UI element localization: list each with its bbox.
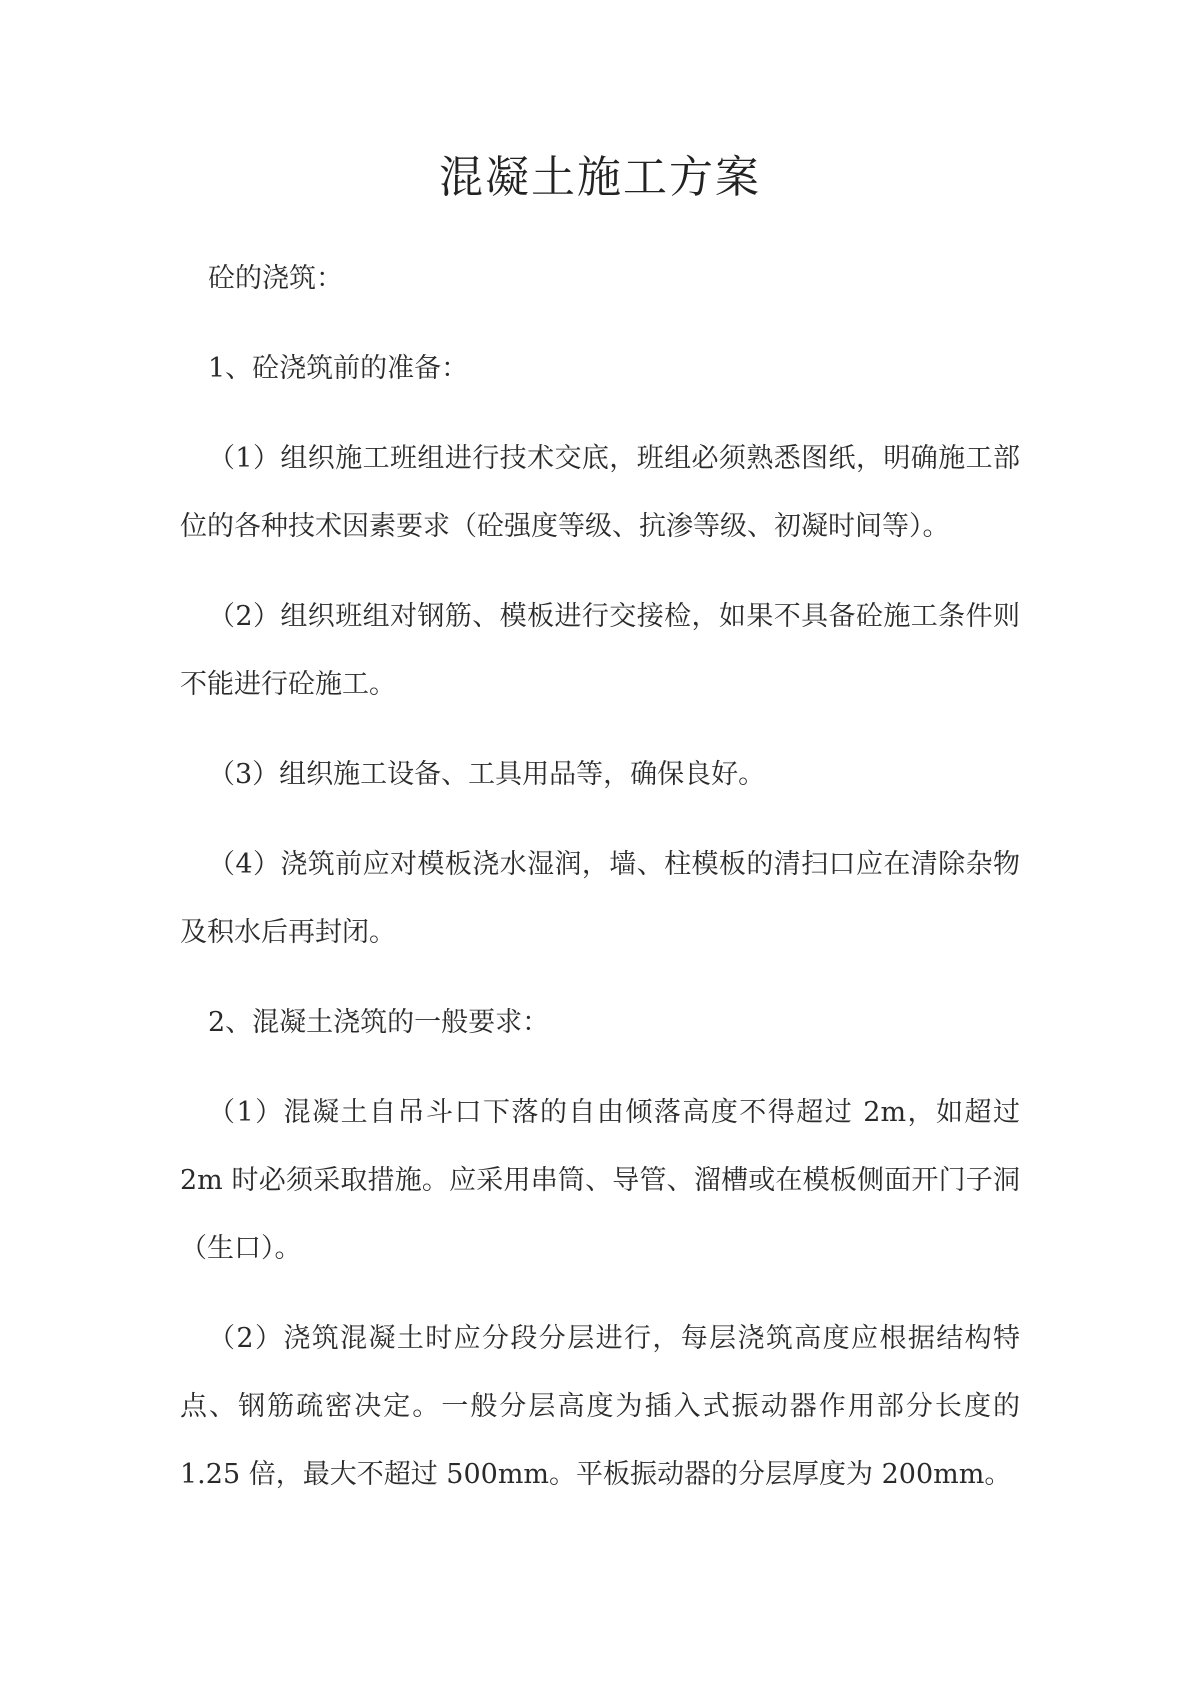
section-heading-pouring: 砼的浇筑： (208, 263, 343, 294)
document-title: 混凝土施工方案 (439, 152, 761, 203)
section-heading-preparation: 1、砼浇筑前的准备： (208, 353, 469, 384)
paragraph-req-1: （1）混凝土自吊斗口下落的自由倾落高度不得超过 2m，如超过 2m 时必须采取措施。应采用串筒、导管、溜槽或在模板侧面开门子洞（生口）。 (180, 1097, 1020, 1264)
document-body (180, 245, 1020, 1531)
paragraph-prep-3: （3）组织施工设备、工具用品等，确保良好。 (208, 759, 766, 790)
paragraph-prep-1: （1）组织施工班组进行技术交底，班组必须熟悉图纸，明确施工部位的各种技术因素要求（砼强度等级、抗渗等级、初凝时间等）。 (180, 443, 1020, 542)
section-heading-general-requirements: 2、混凝土浇筑的一般要求： (208, 1007, 550, 1038)
paragraph-req-2: （2）浇筑混凝土时应分段分层进行，每层浇筑高度应根据结构特点、钢筋疏密决定。一般分层高度为插入式振动器作用部分长度的 1.25 倍，最大不超过 500mm。平板振动器的分层厚度为 200mm。 (180, 1323, 1020, 1490)
paragraph-prep-2: （2）组织班组对钢筋、模板进行交接检，如果不具备砼施工条件则不能进行砼施工。 (180, 601, 1020, 700)
paragraph-prep-4: （4）浇筑前应对模板浇水湿润，墙、柱模板的清扫口应在清除杂物及积水后再封闭。 (180, 849, 1020, 948)
